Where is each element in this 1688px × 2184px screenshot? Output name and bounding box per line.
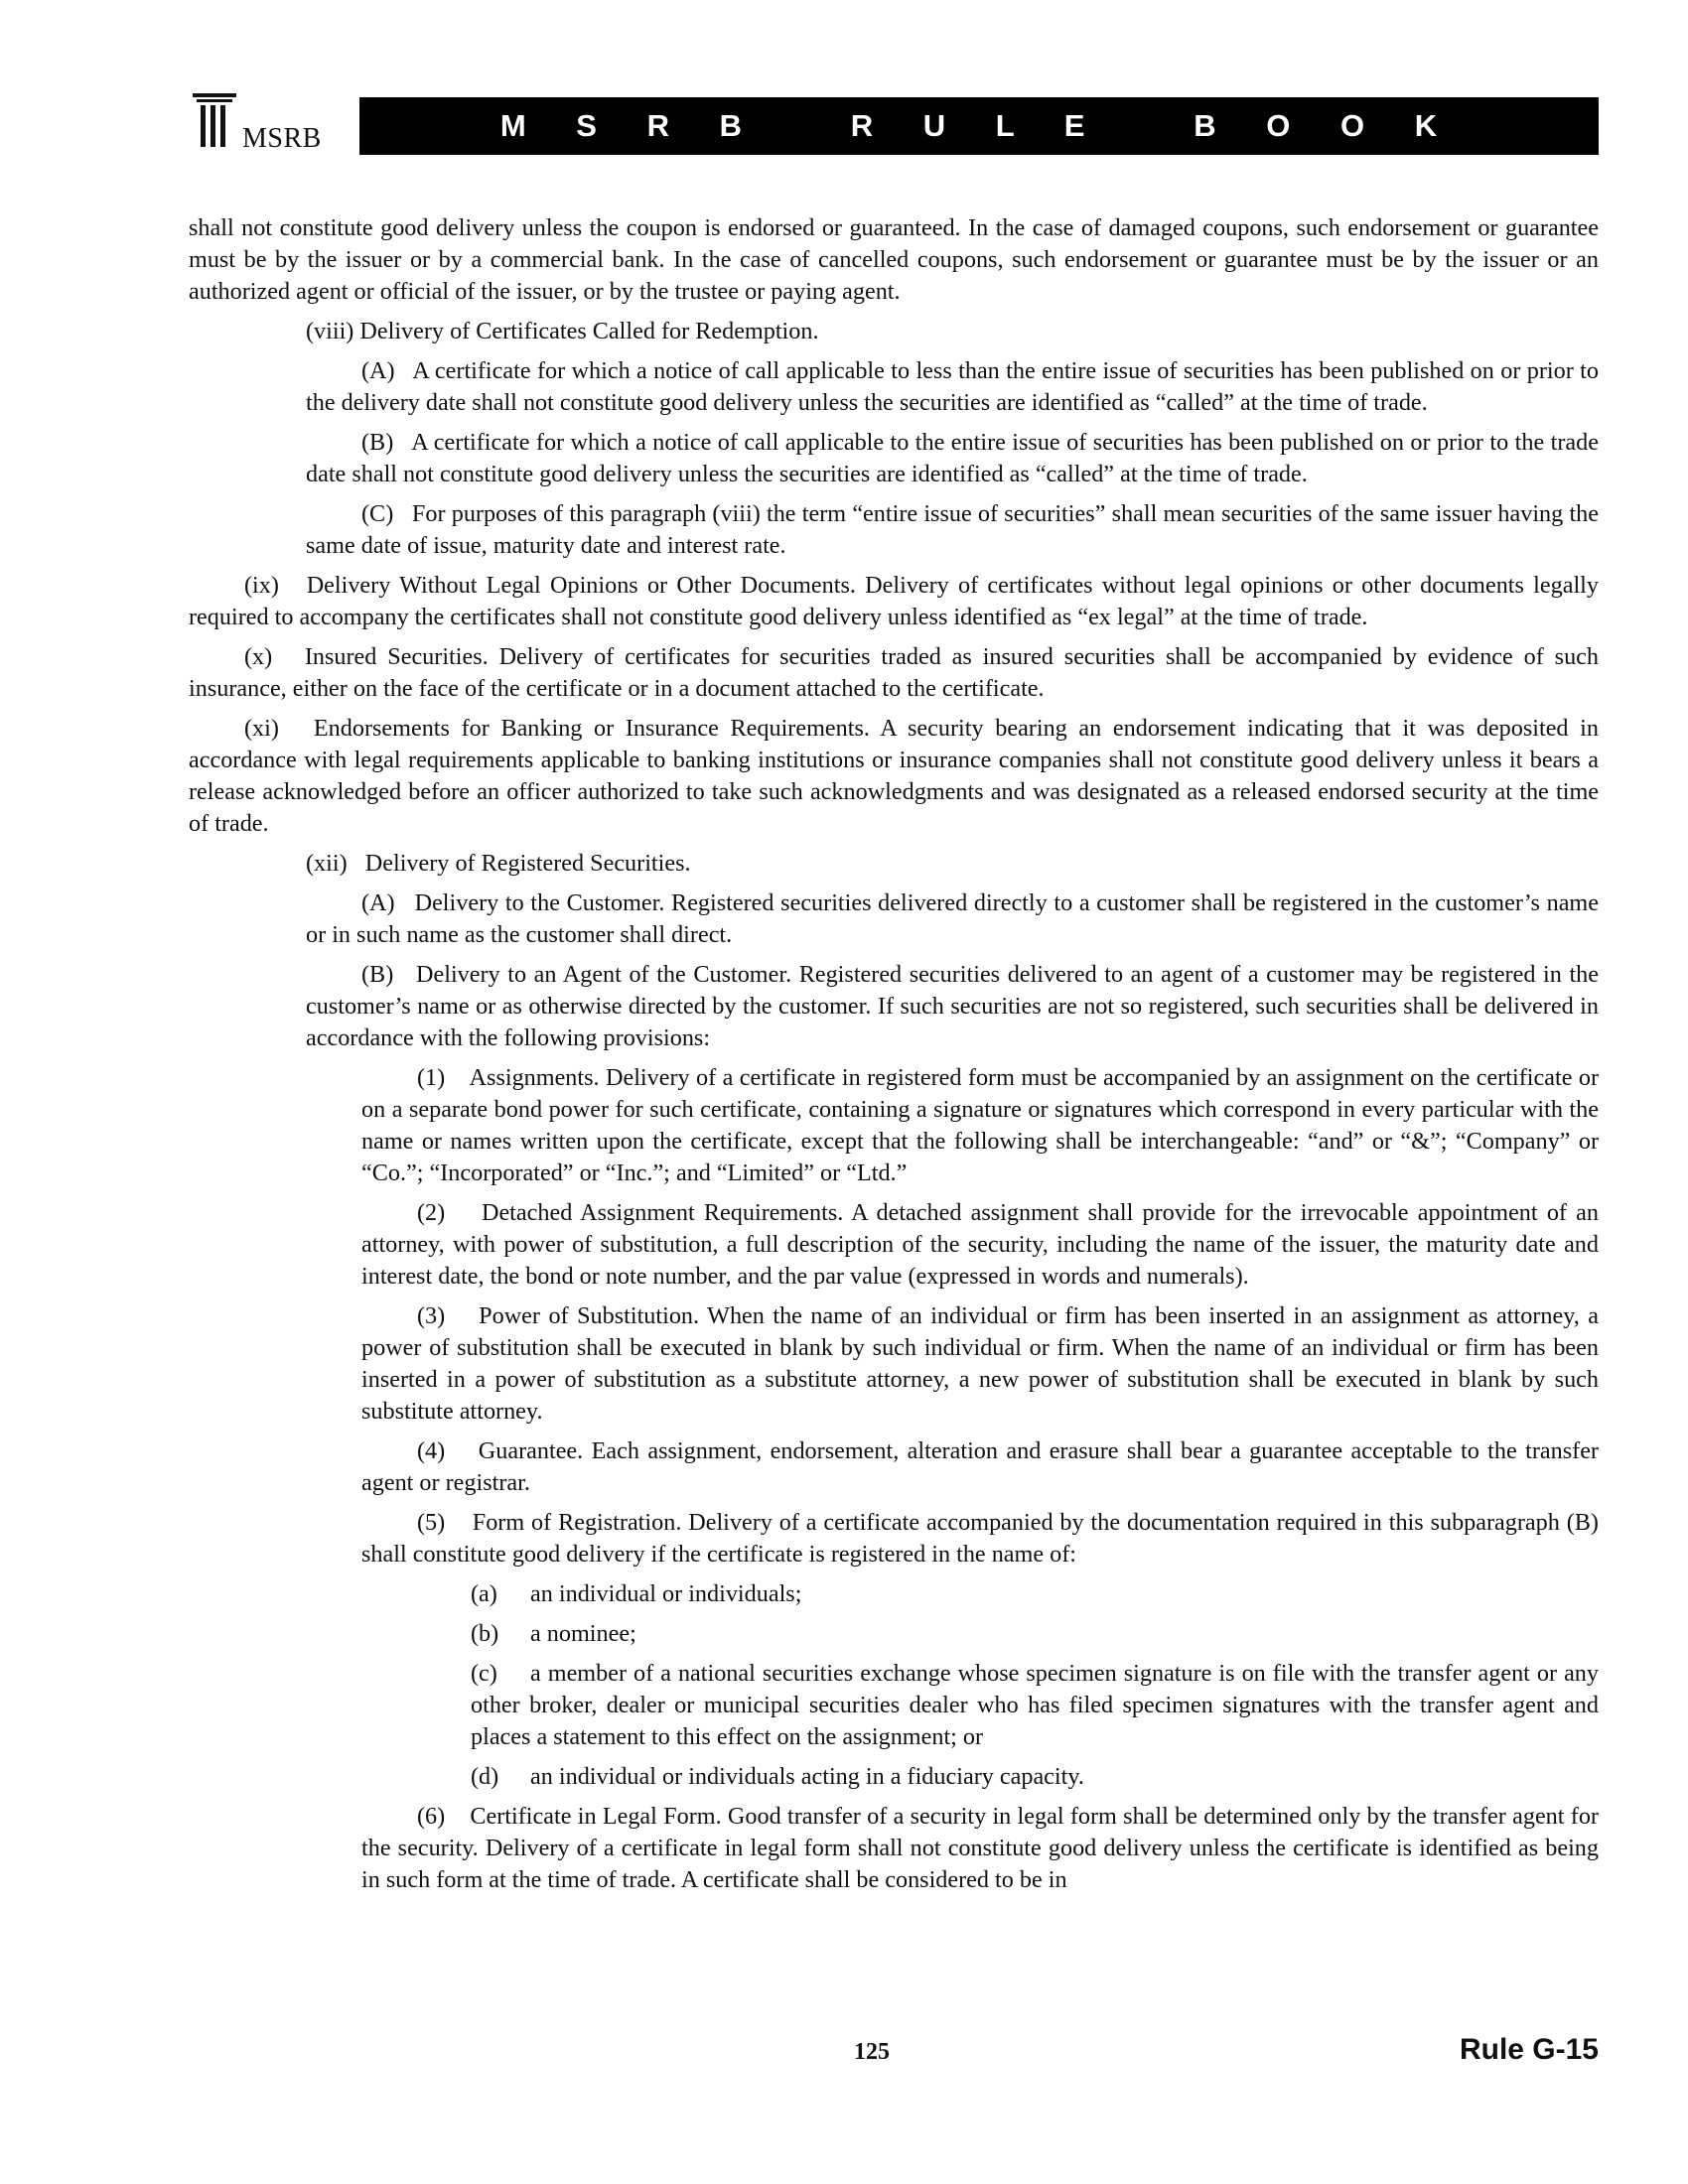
rule-paragraph: (C) For purposes of this paragraph (viii) the term “entire issue of securities” shall mean securities of the same issuer having the same date of issue, maturity date and interest rate.	[306, 500, 1599, 559]
list-item	[471, 1658, 1599, 1753]
list-item	[471, 1618, 1599, 1650]
rule-paragraph: (x) Insured Securities. Delivery of certificates for securities traded as insured securities shall be accompanied by evidence of such insurance, either on the face of the certificate or in a document attached to the certificate.	[189, 643, 1599, 702]
rule-paragraph: (B) A certificate for which a notice of call applicable to the entire issue of securities has been published on or prior to the trade date shall not constitute good delivery unless the securities are identified as “called” at the time of trade.	[306, 429, 1599, 487]
rule-paragraph: (1) Assignments. Delivery of a certificate in registered form must be accompanied by an assignment on the certificate or on a separate bond power for such certificate, containing a signature or signatures which correspond in every particular with the name or names written upon the certificate, except that the following shall be interchangeable: “and” or “&”; “Company” or “Co.”; “Incorporated” or “Inc.”; and “Limited” or “Ltd.”	[361, 1064, 1599, 1186]
rule-paragraph: (3) Power of Substitution. When the name of an individual or firm has been inserted in an assignment as attorney, a power of substitution shall be executed in blank by such individual or firm. When the name of an individual or firm has been inserted in a power of substitution as a substitute attorney, a new power of substitution shall be executed in blank by such substitute attorney.	[361, 1302, 1599, 1425]
list-marker: (c)	[471, 1660, 497, 1687]
rule-paragraph: (xi) Endorsements for Banking or Insurance Requirements. A security bearing an endorsement indicating that it was deposited in accordance with legal requirements applicable to banking institutions or insurance companies shall not constitute good delivery unless it bears a release acknowledged before an officer authorized to take such acknowledgments and was designated as a released endorsed security at the time of trade.	[189, 715, 1599, 837]
list-marker: (d)	[471, 1763, 499, 1790]
logo-text: MSRB	[242, 123, 322, 154]
list-item	[471, 1578, 1599, 1610]
list-item-text: a nominee;	[530, 1620, 636, 1647]
list-item-text: a member of a national securities exchange whose specimen signature is on file with the transfer agent or any other broker, dealer or municipal securities dealer who has filed specimen signatures with the transfer agent and places a statement to this effect on the assignment; or	[471, 1660, 1599, 1750]
rule-paragraph: (viii) Delivery of Certificates Called for Redemption.	[306, 318, 819, 344]
rule-paragraph: (5) Form of Registration. Delivery of a certificate accompanied by the documentation required in this subparagraph (B) shall constitute good delivery if the certificate is registered in the name of:	[361, 1509, 1599, 1568]
column-logo-icon	[191, 91, 238, 151]
list-item-text: an individual or individuals acting in a fiduciary capacity.	[530, 1763, 1084, 1790]
rule-paragraph: (ix) Delivery Without Legal Opinions or Other Documents. Delivery of certificates without legal opinions or other documents legally required to accompany the certificates shall not constitute good delivery unless identified as “ex legal” at the time of trade.	[189, 572, 1599, 630]
rule-paragraph: (2) Detached Assignment Requirements. A detached assignment shall provide for the irrevocable appointment of an attorney, with power of substitution, a full description of the security, including the name of the issuer, the maturity date and interest date, the bond or note number, and the par value (expressed in words and numerals).	[361, 1199, 1599, 1290]
list-marker: (a)	[471, 1580, 497, 1607]
rule-paragraph: (B) Delivery to an Agent of the Customer. Registered securities delivered to an agent of a customer may be registered in the customer’s name or as otherwise directed by the customer. If such securities are not so registered, such securities shall be delivered in accordance with the following provisions:	[306, 961, 1599, 1051]
list-item	[471, 1761, 1599, 1793]
rule-book-title-bar: M S R B R U L E B O O K	[359, 97, 1599, 155]
rule-paragraph: (xii) Delivery of Registered Securities.	[306, 850, 691, 877]
rule-paragraph: (4) Guarantee. Each assignment, endorsement, alteration and erasure shall bear a guarantee acceptable to the transfer agent or registrar.	[361, 1437, 1599, 1496]
page-number: 125	[854, 2039, 890, 2065]
rule-paragraph: (A) Delivery to the Customer. Registered securities delivered directly to a customer shall be registered in the customer’s name or in such name as the customer shall direct.	[306, 889, 1599, 948]
rule-text-body	[189, 212, 1599, 1904]
rule-paragraph: (6) Certificate in Legal Form. Good transfer of a security in legal form shall be determined only by the transfer agent for the security. Delivery of a certificate in legal form shall not constitute good delivery unless the certificate is identified as being in such form at the time of trade. A certificate shall be considered to be in	[361, 1803, 1599, 1893]
rule-paragraph: shall not constitute good delivery unless the coupon is endorsed or guaranteed. In the case of damaged coupons, such endorsement or guarantee must be by the issuer or by a commercial bank. In the case of cancelled coupons, such endorsement or guarantee must be by the issuer or an authorized agent or official of the issuer, or by the trustee or paying agent.	[189, 214, 1599, 305]
rule-label: Rule G-15	[1459, 2033, 1599, 2066]
list-item-text: an individual or individuals;	[530, 1580, 802, 1607]
rule-paragraph: (A) A certificate for which a notice of call applicable to less than the entire issue of securities has been published on or prior to the delivery date shall not constitute good delivery unless the securities are identified as “called” at the time of trade.	[306, 357, 1599, 416]
page-header	[189, 87, 1599, 157]
list-marker: (b)	[471, 1620, 499, 1647]
msrb-logo	[189, 91, 357, 157]
